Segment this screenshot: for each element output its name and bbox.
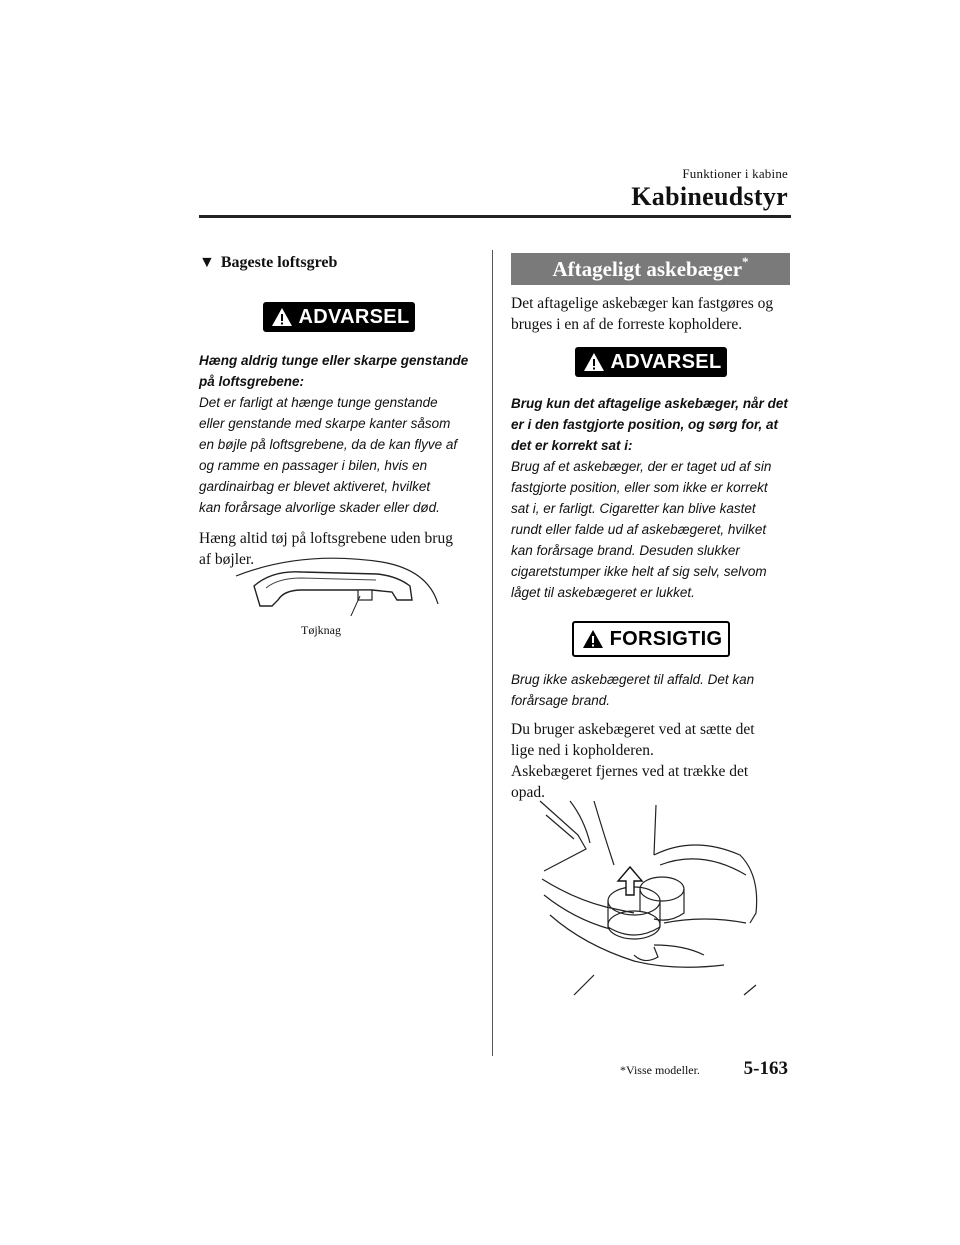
warning-badge [263, 302, 416, 332]
page-number: 5-163 [743, 1058, 788, 1079]
subheading [199, 254, 479, 272]
intro-line: bruges i en af de forreste kopholdere. [511, 316, 743, 333]
caution-badge-wrap [511, 621, 791, 657]
warning-triangle-icon [583, 352, 605, 372]
footnote: *Visse modeller. [620, 1063, 700, 1077]
ashtray-title-text: Aftageligt askebæger [552, 257, 743, 281]
body-line: af bøjler. [199, 551, 255, 568]
warning-label: ADVARSEL [610, 350, 722, 373]
caution-line: forårsage brand. [511, 693, 611, 708]
body-line: Hæng altid tøj på loftsgrebene uden brug [199, 530, 453, 547]
body-line: Askebægeret fjernes ved at trække det [511, 763, 749, 780]
intro-block [511, 293, 791, 335]
warning-label: ADVARSEL [298, 305, 410, 328]
warning-line: fastgjorte position, eller som ikke er korrekt [511, 480, 768, 495]
warning-line: en bøjle på loftsgrebene, da de kan flyve af [199, 437, 458, 452]
triangle-down-icon: ▼ [199, 254, 215, 271]
caution-triangle-icon [582, 629, 604, 649]
warning-block [199, 350, 479, 518]
right-column [511, 253, 791, 803]
warning-block [511, 393, 791, 603]
warning-line: gardinairbag er blevet aktiveret, hvilket [199, 479, 431, 494]
warning-title-line: er i den fastgjorte position, og sørg for, at [511, 417, 779, 432]
warning-triangle-icon [271, 307, 293, 327]
warning-line: Brug af et askebæger, der er taget ud af sin [511, 459, 772, 474]
caution-badge [572, 621, 731, 657]
warning-line: rundt eller falde ud af askebægeret, hvilket [511, 522, 767, 537]
warning-title-line: det er korrekt sat i: [511, 438, 633, 453]
warning-line: sat i, er farligt. Cigaretter kan blive kastet [511, 501, 756, 516]
body-line: opad. [511, 784, 546, 801]
warning-title: Hæng aldrig tunge eller skarpe genstande på loftsgrebene: [199, 353, 469, 389]
section-title: Kabineudstyr [631, 182, 788, 211]
warning-line: eller genstande med skarpe kanter såsom [199, 416, 451, 431]
column-divider [492, 250, 493, 1056]
caution-line: Brug ikke askebægeret til affald. Det kan [511, 672, 755, 687]
intro-line: Det aftagelige askebæger kan fastgøres og [511, 295, 774, 312]
warning-badge-wrap [511, 347, 791, 377]
warning-line: kan forårsage alvorlige skader eller død. [199, 500, 440, 515]
header-rule [199, 215, 791, 218]
warning-badge [575, 347, 728, 377]
caution-block [511, 669, 791, 711]
warning-line: og ramme en passager i bilen, hvis en [199, 458, 428, 473]
chapter-title: Funktioner i kabine [682, 166, 788, 181]
left-column [199, 250, 479, 570]
ashtray-section-title [511, 253, 790, 285]
ashtray-title-mark: * [742, 254, 749, 269]
assist-grip-illustration [232, 556, 444, 616]
warning-line: Det er farligt at hænge tunge genstande [199, 395, 438, 410]
body-text-block [511, 719, 791, 803]
body-line: lige ned i kopholderen. [511, 742, 654, 759]
subheading-text: Bageste loftsgreb [220, 254, 338, 271]
warning-line: kan forårsage brand. Desuden slukker [511, 543, 740, 558]
warning-line: låget til askebægeret er lukket. [511, 585, 695, 600]
body-line: Du bruger askebægeret ved at sætte det [511, 721, 755, 738]
warning-badge-wrap [199, 302, 479, 332]
caution-label: FORSIGTIG [609, 627, 723, 650]
warning-line: cigaretstumper ikke helt af sig selv, selvom [511, 564, 767, 579]
ashtray-console-illustration [534, 795, 766, 1003]
warning-title-line: Brug kun det aftagelige askebæger, når det [511, 396, 788, 411]
image-label-hook: Tøjknag [301, 623, 341, 637]
